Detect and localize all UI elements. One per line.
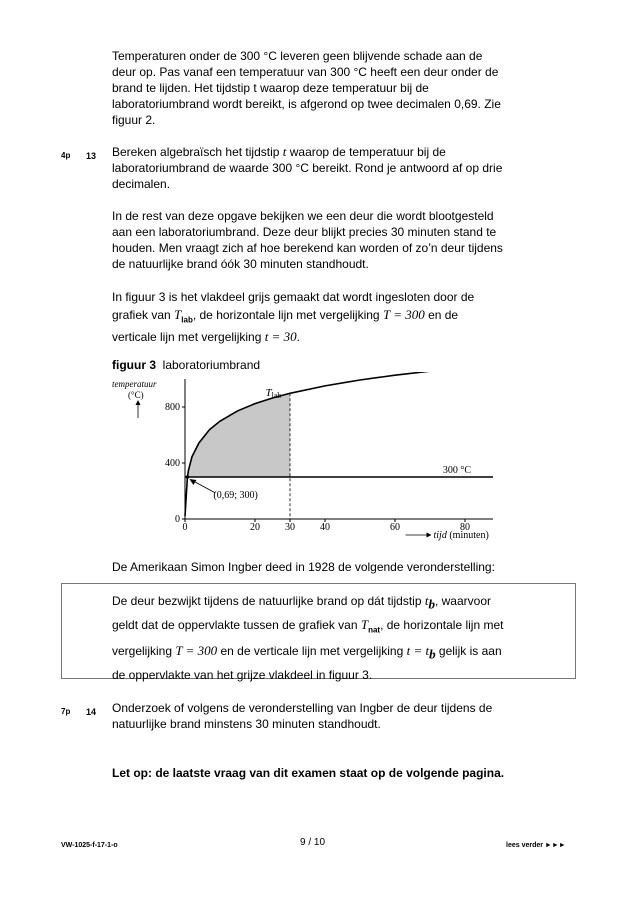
hypothesis-line: geldt dat de oppervlakte tussen de grafiek van $T_{nat}$, de horizontale lijn met — [112, 616, 504, 635]
question-13-number: 13 — [86, 151, 97, 161]
x-label-arrowhead — [427, 533, 432, 538]
context-line: aan een laboratoriumbrand. Deze deur blijkt precies 30 minuten stand te — [112, 225, 497, 239]
question-14-line: natuurlijke brand minstens 30 minuten standhoudt. — [112, 717, 381, 731]
y-axis-label: temperatuur — [112, 379, 157, 389]
question-13-line: Bereken algebraïsch het tijdstip t waarop de temperatuur bij de — [112, 144, 446, 159]
context-paragraph — [112, 208, 582, 272]
annotation-point-label: (0,69; 300) — [213, 490, 258, 501]
question-13-text — [112, 144, 582, 192]
figure-caption — [112, 357, 260, 373]
x-tick-label: 30 — [285, 522, 295, 533]
question-13-line: laboratoriumbrand de waarde 300 °C bereikt. Rond je antwoord af op drie — [112, 161, 503, 175]
figure-description — [112, 289, 582, 346]
y-tick-label: 800 — [165, 402, 180, 413]
question-14-text — [112, 700, 582, 732]
intro-paragraph — [112, 48, 582, 128]
intro-line: deur op. Pas vanaf een temperatuur van 300 °C heeft een deur onder de — [112, 65, 499, 79]
figure-title: laboratoriumbrand — [162, 358, 261, 372]
question-14-points: 7p — [61, 707, 71, 716]
context-line: houden. Men vraagt zich af hoe berekend kan worden of zo’n deur tijdens — [112, 241, 503, 255]
figure-label: figuur 3 — [112, 358, 156, 372]
line-300-label: 300 °C — [442, 465, 472, 476]
hypothesis-line: De deur bezwijkt tijdens de natuurlijke brand op dát tijdstip $t_b$, waarvoor — [112, 593, 491, 612]
footer-continue: lees verder ►►► — [506, 842, 566, 849]
y-label-arrowhead — [136, 400, 141, 405]
x-tick-label: 0 — [182, 522, 188, 533]
y-tick-label: 0 — [175, 514, 180, 525]
hypothesis-text — [112, 591, 582, 685]
figure-description-line: verticale lijn met vergelijking t = 30. — [112, 329, 300, 345]
ingber-intro: De Amerikaan Simon Ingber deed in 1928 de volgende veronderstelling: — [112, 560, 495, 574]
question-14-line: Onderzoek of volgens de veronderstelling van Ingber de deur tijdens de — [112, 701, 493, 715]
hypothesis-line: vergelijking T = 300 en de verticale lijn met vergelijking $t = t_b$ gelijk is aan — [112, 642, 502, 662]
context-line: In de rest van deze opgave bekijken we een deur die wordt blootgesteld — [112, 209, 494, 223]
footer-exam-code: VW-1025-f-17-1-o — [61, 842, 118, 849]
curve-label: Tlab — [265, 386, 282, 400]
y-tick-label: 400 — [165, 458, 180, 469]
x-tick-label: 20 — [250, 522, 260, 533]
footer-page-number: 9 / 10 — [300, 837, 326, 848]
point-0-69-300 — [186, 475, 190, 479]
intro-line: Temperaturen onder de 300 °C leveren geen blijvende schade aan de — [112, 49, 483, 63]
next-page-notice: Let op: de laatste vraag van dit examen staat op de volgende pagina. — [112, 766, 505, 780]
figure-description-line: In figuur 3 is het vlakdeel grijs gemaakt dat wordt ingesloten door de — [112, 290, 475, 304]
hypothesis-line: de oppervlakte van het grijze vlakdeel in figuur 3. — [112, 667, 373, 682]
question-13-line: decimalen. — [112, 177, 171, 191]
intro-line: brand te lijden. Het tijdstip t waarop deze temperatuur bij de — [112, 81, 429, 95]
figure-description-line: grafiek van $T_{lab}$, de horizontale lijn met vergelijking T = 300 en de — [112, 307, 459, 325]
x-tick-label: 80 — [460, 522, 470, 533]
x-tick-label: 40 — [320, 522, 330, 533]
intro-line: laboratoriumbrand wordt bereikt, is afgerond op twee decimalen 0,69. Zie — [112, 97, 501, 111]
question-13-points: 4p — [61, 151, 71, 160]
shaded-region — [187, 393, 290, 477]
x-axis-label: tijd (minuten) — [433, 530, 489, 541]
x-tick-label: 60 — [390, 522, 400, 533]
temperature-chart — [100, 372, 500, 544]
y-axis-unit: (°C) — [128, 390, 144, 400]
context-line: de natuurlijke brand óók 30 minuten standhoudt. — [112, 257, 369, 271]
question-14-number: 14 — [86, 707, 97, 717]
intro-line: figuur 2. — [112, 113, 156, 127]
